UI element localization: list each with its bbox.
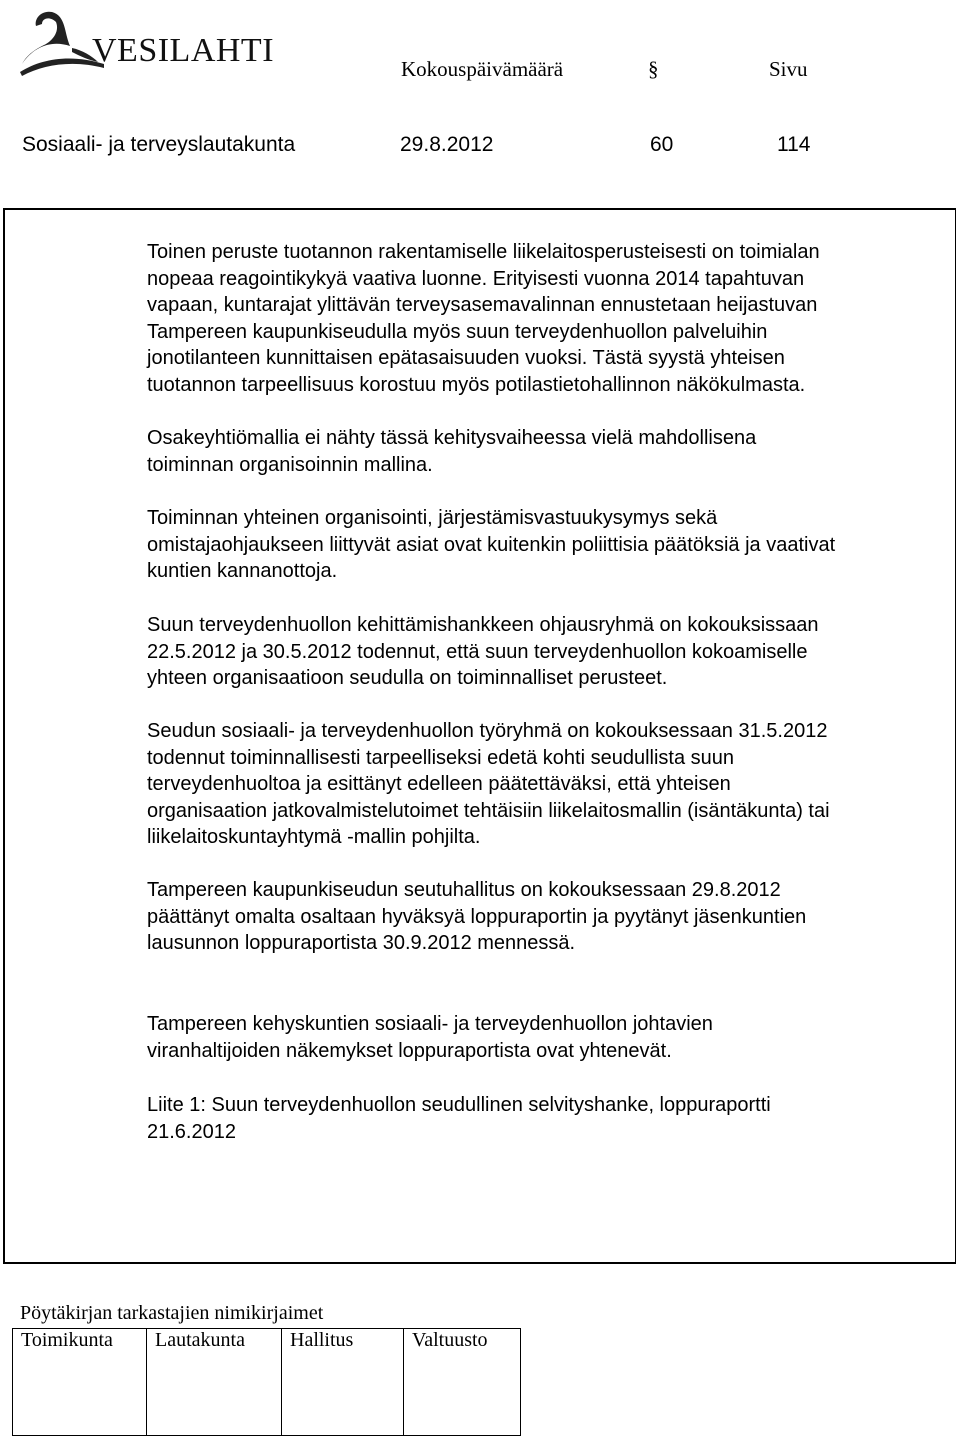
text-line: terveydenhuoltoa ja esittänyt edelleen päätettäväksi, että yhteisen: [147, 773, 731, 796]
text-line: organisaation jatkovalmistelutoimet tehtäisiin liikelaitosmallin (isäntäkunta) tai: [147, 799, 830, 822]
meeting-date: 29.8.2012: [400, 133, 494, 156]
paragraph-6: [147, 877, 947, 957]
paragraph-3: [147, 505, 947, 585]
text-line: omistajaohjaukseen liittyvät asiat ovat kuitenkin poliittisia päätöksiä ja vaativat: [147, 533, 836, 556]
text-line: lausunnon loppuraportista 30.9.2012 mennessä.: [147, 932, 576, 955]
signature-cell-toimikunta: Toimikunta: [13, 1329, 147, 1436]
logo-text: VESILAHTI: [92, 32, 275, 69]
text-line: Seudun sosiaali- ja terveydenhuollon työryhmä on kokouksessaan 31.5.2012: [147, 720, 828, 742]
signature-cell-hallitus: Hallitus: [282, 1329, 404, 1436]
paragraph-8: [147, 1092, 947, 1145]
text-line: vapaan, kuntarajat ylittävän terveysasemavalinnan ennustetaan heijastuvan: [147, 294, 818, 317]
paragraph-1: [147, 239, 947, 399]
paragraph-5: [147, 718, 947, 851]
text-line: 22.5.2012 ja 30.5.2012 todennut, että suun terveydenhuollon kokoamiselle: [147, 640, 808, 663]
text-line: todennut toiminnallisesti tarpeelliseksi edetä kohti seudullista suun: [147, 746, 735, 769]
committee-name: Sosiaali- ja terveyslautakunta: [22, 133, 296, 156]
text-line: Tampereen kaupunkiseudulla myös suun terveydenhuollon palveluihin: [147, 320, 768, 343]
text-line: Suun terveydenhuollon kehittämishankkeen ohjausryhmä on kokouksissaan: [147, 614, 819, 636]
text-line: toiminnan organisoinnin mallina.: [147, 453, 433, 476]
page-number: 114: [777, 133, 811, 156]
page-label: Sivu: [769, 57, 808, 81]
signature-cell-lautakunta: Lautakunta: [147, 1329, 282, 1436]
text-line: Tampereen kehyskuntien sosiaali- ja terveydenhuollon johtavien: [147, 1013, 713, 1035]
signature-table: [12, 1328, 521, 1436]
text-line: Tampereen kaupunkiseudun seutuhallitus on kokouksessaan 29.8.2012: [147, 879, 781, 901]
signature-label: Pöytäkirjan tarkastajien nimikirjaimet: [20, 1302, 324, 1324]
text-line: Osakeyhtiömallia ei nähty tässä kehitysvaiheessa vielä mahdollisena: [147, 427, 757, 449]
text-line: kuntien kannanottoja.: [147, 560, 338, 583]
text-line: nopeaa reagointikykyä vaativa luonne. Erityisesti vuonna 2014 tapahtuvan: [147, 267, 805, 290]
text-line: viranhaltijoiden näkemykset loppuraportista ovat yhtenevät.: [147, 1039, 672, 1062]
section-number: 60: [650, 133, 674, 156]
text-line: päättänyt omalta osaltaan hyväksyä loppuraportin ja pyytänyt jäsenkuntien: [147, 905, 807, 928]
text-line: jonotilanteen kunnittaisen epätasaisuuden vuoksi. Tästä syystä yhteisen: [147, 347, 785, 370]
text-line: tuotannon tarpeellisuus korostuu myös potilastietohallinnon näkökulmasta.: [147, 373, 806, 396]
text-line: Toinen peruste tuotannon rakentamiselle liikelaitosperusteisesti on toimialan: [147, 241, 820, 263]
text-line: Toiminnan yhteinen organisointi, järjestämisvastuukysymys sekä: [147, 507, 718, 529]
text-line: yhteen organisaatioon seudulla on toiminnalliset perusteet.: [147, 667, 668, 690]
signature-cell-valtuusto: Valtuusto: [404, 1329, 521, 1436]
section-symbol: §: [648, 57, 659, 81]
paragraph-2: [147, 425, 947, 478]
text-line: liikelaitoskuntayhtymä -mallin pohjilta.: [147, 826, 481, 849]
text-line: Liite 1: Suun terveydenhuollon seudullinen selvityshanke, loppuraportti: [147, 1094, 771, 1116]
paragraph-4: [147, 612, 947, 692]
date-label: Kokouspäivämäärä: [401, 57, 564, 81]
text-line: 21.6.2012: [147, 1120, 236, 1143]
paragraph-7: [147, 1011, 947, 1064]
